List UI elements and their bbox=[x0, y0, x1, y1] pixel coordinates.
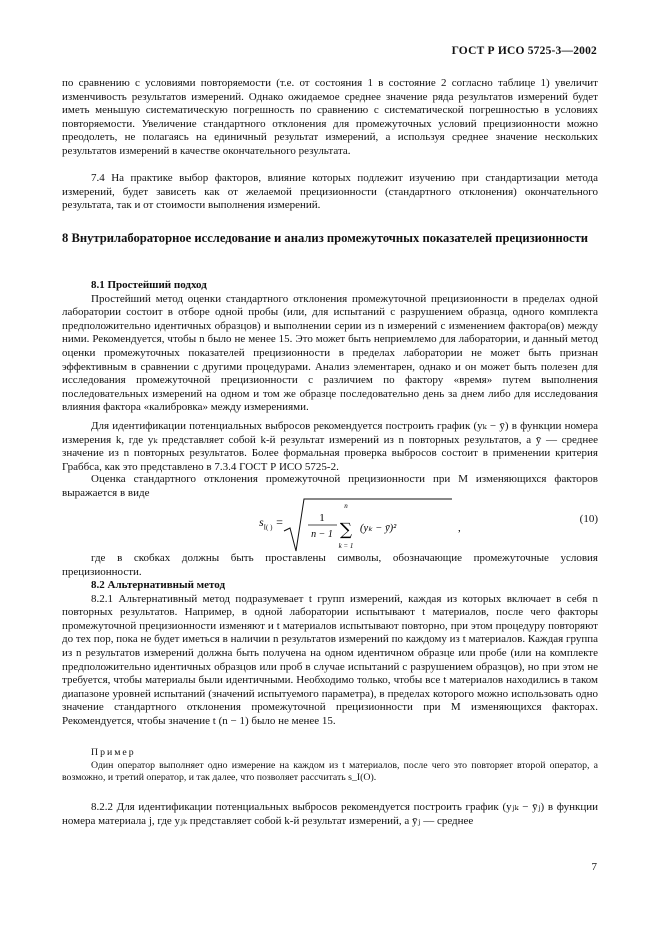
section-8-2-2-para: 8.2.2 Для идентификации потенциальных выбросов рекомендуется построить график (yⱼₖ − ȳⱼ) в функции номера материала j, где yⱼₖ представляет собой k-й результат измерений, а ȳⱼ — среднее bbox=[62, 801, 598, 827]
page-number: 7 bbox=[591, 861, 597, 873]
paragraph-continuation: по сравнению с условиями повторяемости (т.е. от состояния 1 в состояние 2 согласно таблице 1) увеличит изменчивость результатов измерений. Однако ожидаемое среднее значение ряда результатов измерений будет иметь меньшую систематическую погрешность по сравнению с систематической погрешностью в условиях повторяемости. Увеличение стандартного отклонения для промежуточных условий прецизионности можно преодолеть, не полагаясь на единичный результат измерений, а используя среднее значение нескольких результатов измерений в качестве окончательного результата. bbox=[62, 77, 598, 157]
formula-10 bbox=[62, 495, 598, 557]
paragraph-7-4: 7.4 На практике выбор факторов, влияние которых подлежит изучению при стандартизации метода измерений, будет зависеть как от желаемой прецизионности (стандартного отклонения) окончательного результата, так и от стоимости выполнения измерений. bbox=[62, 172, 598, 212]
section-8-2-2-block bbox=[62, 801, 598, 828]
example-text: Один оператор выполняет одно измерение на каждом из t материалов, после чего это повторяет второй оператор, а возможно, и третий оператор, и так далее, что позволяет рассчитать s_I(O). bbox=[62, 759, 598, 784]
section-8-1-para-2: Для идентификации потенциальных выбросов рекомендуется построить график (yₖ − ȳ) в функции номера измерения k, где yₖ представляет собой k-й результат измерений из n повторных результатов, а ȳ — среднее значение из n повторных результатов. Более формальная проверка выбросов состоит в применении критерия Граббса, как это представлено в 7.3.4 ГОСТ Р ИСО 5725-2. bbox=[62, 420, 598, 473]
section-8-1-para-4-block bbox=[62, 552, 598, 579]
section-8-1-para-2-block bbox=[62, 420, 598, 474]
example-label: Пример bbox=[91, 747, 136, 758]
formula-frac-den: n − 1 bbox=[311, 529, 333, 540]
formula-root bbox=[282, 495, 492, 555]
section-8-title: 8 Внутрилабораторное исследование и анализ промежуточных показателей прецизионности bbox=[62, 231, 589, 245]
section-8-1-title: 8.1 Простейший подход bbox=[91, 279, 207, 291]
top-paragraph bbox=[62, 77, 598, 159]
formula-sum-bottom: k = 1 bbox=[338, 542, 354, 550]
section-8-2-title: 8.2 Альтернативный метод bbox=[91, 579, 226, 591]
formula-term: (yₖ − ȳ)² bbox=[360, 523, 397, 534]
section-8-2-block bbox=[62, 579, 598, 729]
example-block bbox=[62, 747, 598, 785]
section-8-1-para-1: Простейший метод оценки стандартного отклонения промежуточной прецизионности в пределах одной лаборатории состоит в отборе одной пробы (или, для испытаний с разрушением образца, одного комплекта предположительно идентичных образцов) и выполнении серии из n измерений с изменением фактора(ов) между ними. Рекомендуется, чтобы n было не менее 15. Это может быть неприемлемо для лаборатории, и данный метод оценки промежуточных показателей прецизионности в пределах лаборатории не может быть признан эффективным в сравнении с другими процедурами. Анализ элементарен, однако и он может быть полезен для исследования промежуточной прецизионности с различием по фактору «время» путем выполнения последовательных измерений на одном и том же образце последовательно день за днем либо для исследования влияния фактора «калибровка» между измерениями. bbox=[62, 292, 598, 414]
formula-lhs: $s_{I( )}$ = bbox=[259, 515, 284, 532]
section-8-2-1-para: 8.2.1 Альтернативный метод подразумевает t групп измерений, каждая из которых включает в себя n повторных результатов. Например, в одной лаборатории испытывают t материалов, после чего факторы промежуточной прецизионности изменяют и t материалов испытывают повторно, при этом процедуру повторяют до тех пор, пока не будет иметься в наличии n результатов измерений по каждому из t материалов. Каждая группа из n результатов измерений должна быть получена на одном идентичном образце или пробе (или на комплекте предположительно идентичных образцов или проб в случае испытаний с разрушением образцов), но при этом не требуется, чтобы материалы были идентичными. Необходимо только, чтобы все t материалов находились в таком диапазоне уровней испытаний (значений испытуемого параметра), в пределах которого можно использовать одно значение стандартного отклонения промежуточной прецизионности при M изменяющихся факторах. Рекомендуется, чтобы значение t (n − 1) было не менее 15. bbox=[62, 592, 598, 727]
formula-sum-top: n bbox=[344, 502, 348, 510]
section-8-1-block bbox=[62, 279, 598, 415]
formula-number: (10) bbox=[579, 513, 598, 525]
doc-header: ГОСТ Р ИСО 5725-3—2002 bbox=[451, 45, 597, 57]
sum-symbol-icon: ∑ bbox=[339, 520, 353, 540]
paragraph-7-4-block bbox=[62, 172, 598, 213]
formula-frac-num: 1 bbox=[319, 512, 325, 524]
section-8-1-para-3: Оценка стандартного отклонения промежуточной прецизионности при M изменяющихся факторов выражается в виде bbox=[62, 473, 598, 499]
section-8-heading-block bbox=[62, 231, 598, 246]
formula-tail: , bbox=[458, 522, 461, 534]
section-8-1-para-4: где в скобках должны быть проставлены символы, обозначающие промежуточные условия прецизионности. bbox=[62, 552, 598, 578]
